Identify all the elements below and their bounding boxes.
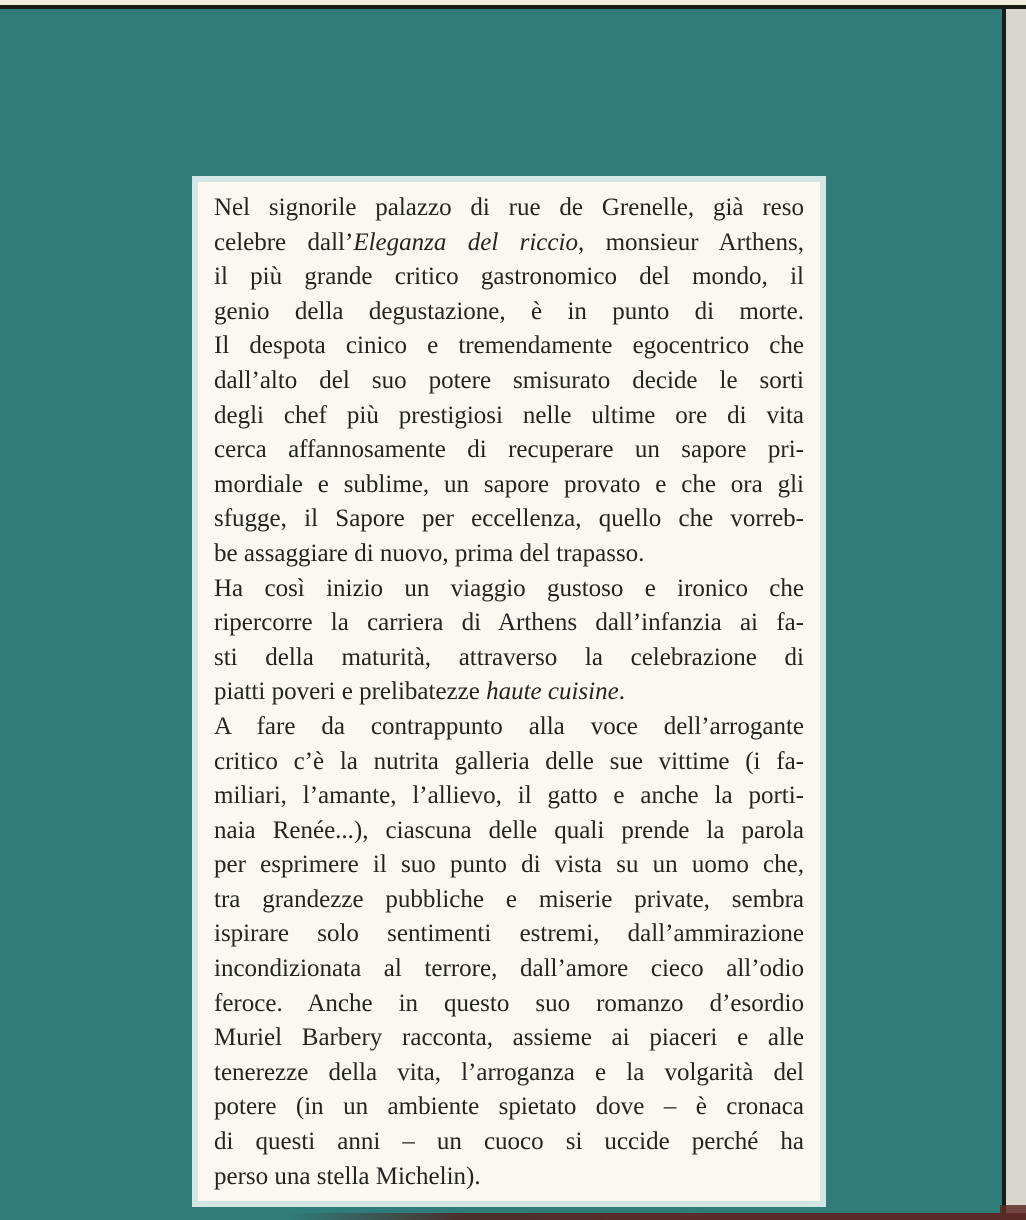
top-edge-line bbox=[0, 5, 1026, 9]
text-line: perso una stella Michelin). bbox=[214, 1162, 481, 1190]
text-line: critico c’è la nutrita galleria delle sue vittime (i fa- bbox=[214, 747, 804, 775]
blurb-text bbox=[214, 191, 804, 1194]
right-edge-strip bbox=[1006, 0, 1026, 1220]
text-line: incondizionata al terrore, dall’amore cieco all’odio bbox=[214, 955, 804, 983]
text-line: be assaggiare di nuovo, prima del trapasso. bbox=[214, 539, 645, 567]
text-line: miliari, l’amante, l’allievo, il gatto e anche la porti- bbox=[214, 782, 804, 810]
text-line: tenerezze della vita, l’arroganza e la volgarità del bbox=[214, 1058, 804, 1086]
text-line: tra grandezze pubbliche e miserie private, sembra bbox=[214, 885, 804, 913]
text-line: degli chef più prestigiosi nelle ultime ore di vita bbox=[214, 401, 804, 429]
blurb-panel bbox=[192, 176, 826, 1207]
text-line: celebre dall’Eleganza del riccio, monsieur Arthens, bbox=[214, 228, 804, 256]
text-line: A fare da contrappunto alla voce dell’arrogante bbox=[214, 712, 804, 740]
bottom-edge-strip bbox=[0, 1213, 1026, 1220]
text-line: sti della maturità, attraverso la celebrazione di bbox=[214, 643, 804, 671]
text-line: feroce. Anche in questo suo romanzo d’esordio bbox=[214, 989, 804, 1017]
text-line: piatti poveri e prelibatezze haute cuisine. bbox=[214, 678, 625, 706]
text-line: di questi anni – un cuoco si uccide perché ha bbox=[214, 1128, 804, 1156]
text-line: dall’alto del suo potere smisurato decide le sorti bbox=[214, 366, 804, 394]
text-line: mordiale e sublime, un sapore provato e che ora gli bbox=[214, 470, 804, 498]
text-line: Muriel Barbery racconta, assieme ai piaceri e alle bbox=[214, 1024, 804, 1052]
text-line: naia Renée...), ciascuna delle quali prende la parola bbox=[214, 816, 804, 844]
text-line: ripercorre la carriera di Arthens dall’infanzia ai fa- bbox=[214, 609, 804, 637]
text-line: ispirare solo sentimenti estremi, dall’ammirazione bbox=[214, 920, 804, 948]
text-line: potere (in un ambiente spietato dove – è cronaca bbox=[214, 1093, 804, 1121]
text-line: per esprimere il suo punto di vista su un uomo che, bbox=[214, 851, 804, 879]
text-line: il più grande critico gastronomico del mondo, il bbox=[214, 263, 804, 291]
text-line: sfugge, il Sapore per eccellenza, quello che vorreb- bbox=[214, 505, 804, 533]
text-line: Nel signorile palazzo di rue de Grenelle, già reso bbox=[214, 194, 804, 221]
bottom-right-corner bbox=[1000, 1205, 1026, 1220]
text-line: Il despota cinico e tremendamente egocentrico che bbox=[214, 332, 804, 360]
text-line: Ha così inizio un viaggio gustoso e ironico che bbox=[214, 574, 804, 602]
text-line: cerca affannosamente di recuperare un sapore pri- bbox=[214, 436, 804, 464]
text-line: genio della degustazione, è in punto di morte. bbox=[214, 297, 804, 325]
